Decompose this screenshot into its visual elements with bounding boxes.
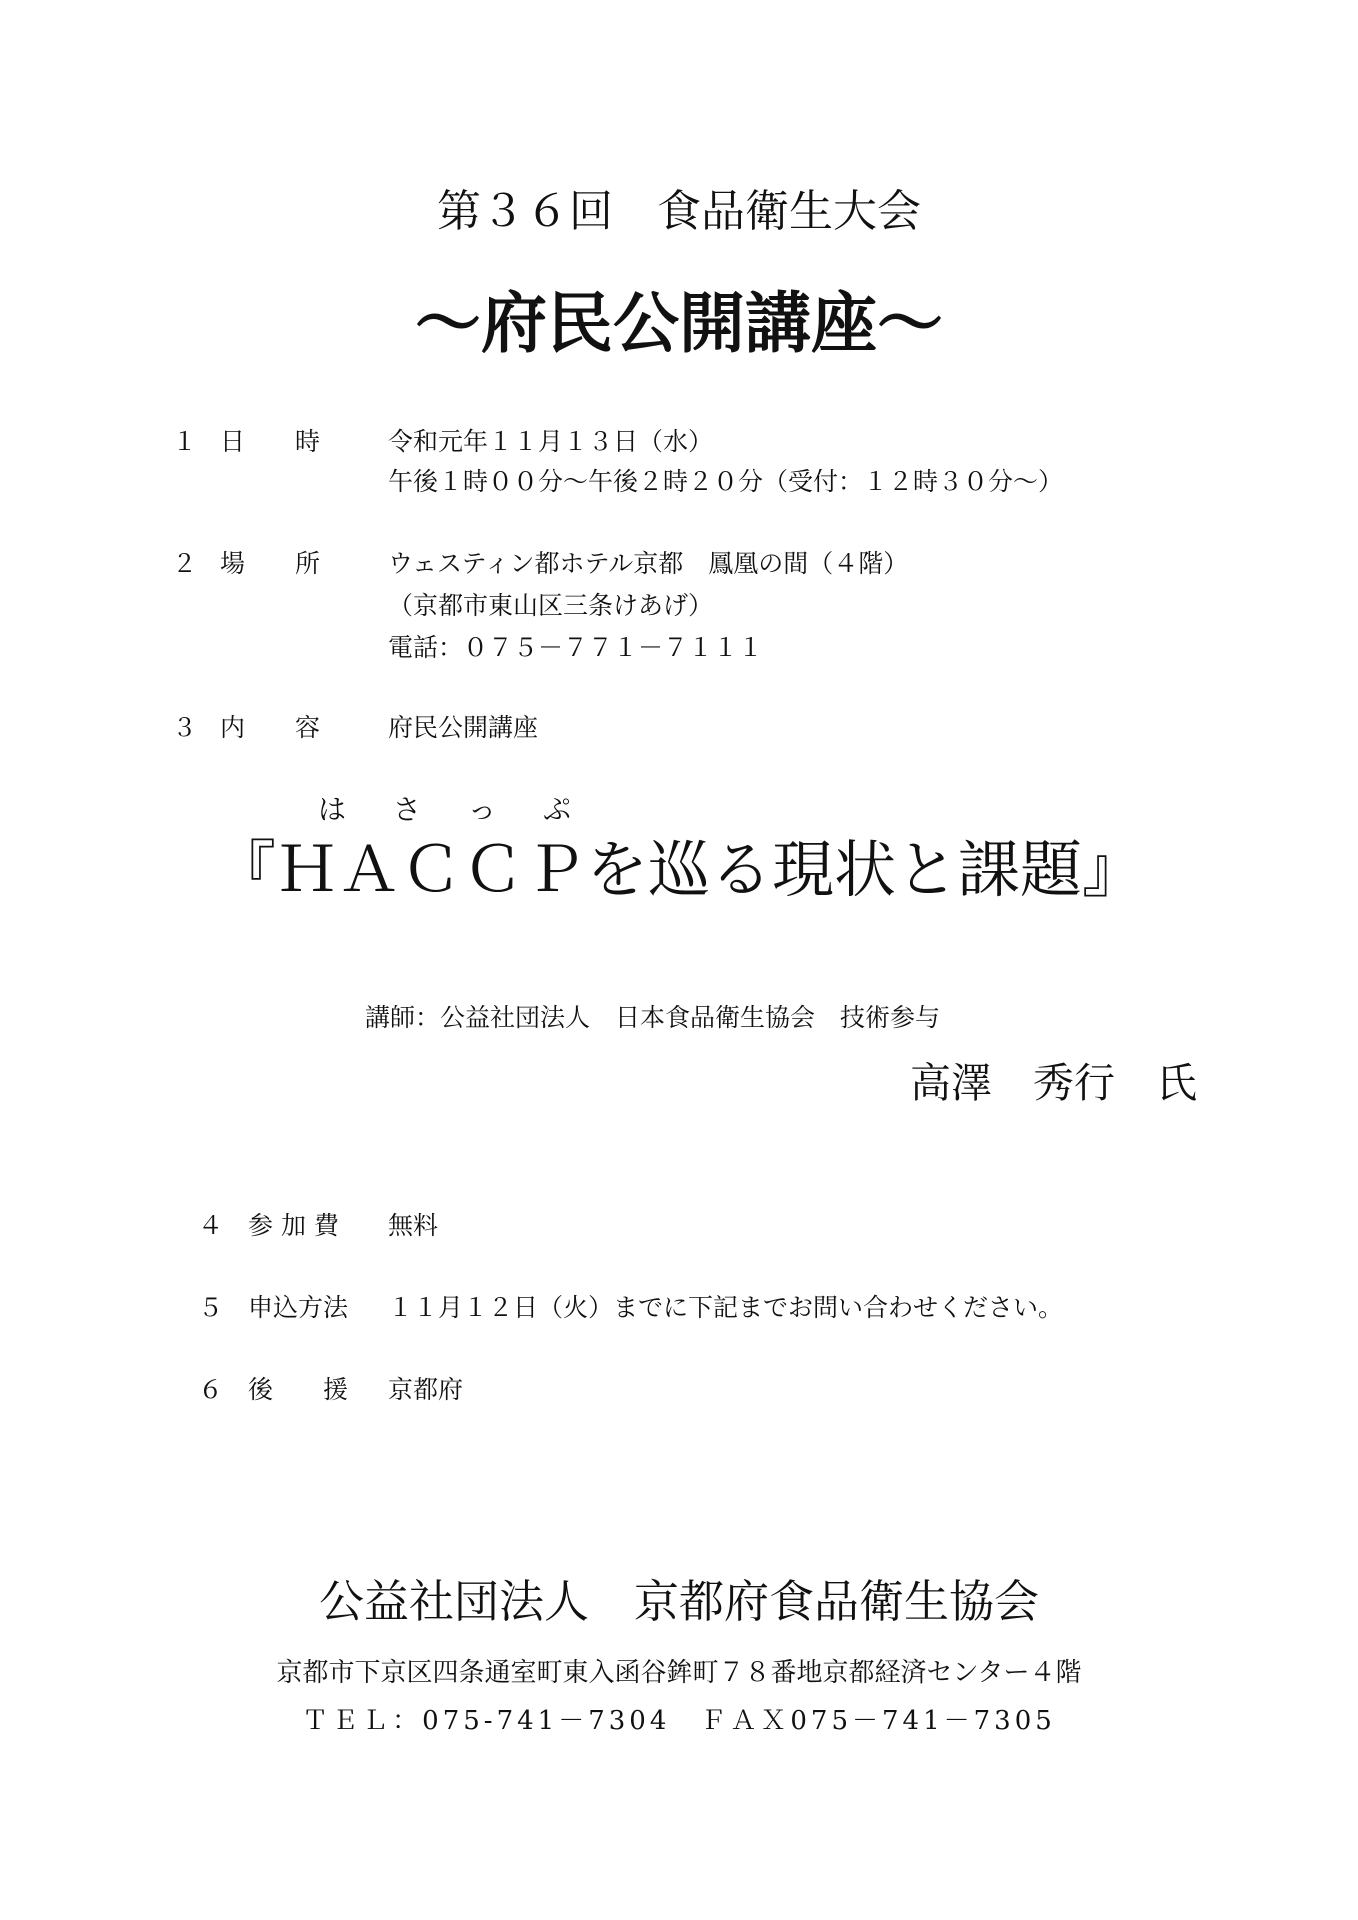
item-1-line-2: 午後１時００分～午後２時２０分（受付：１２時３０分～） <box>388 467 1064 496</box>
item-4-label: 参 加 費 <box>248 1211 339 1240</box>
item-1-number: １ <box>172 427 198 456</box>
item-1-line-1: 令和元年１１月１３日（水） <box>388 427 714 456</box>
item-2-number: ２ <box>172 549 198 578</box>
organizer-name: 公益社団法人 京都府食品衛生協会 <box>318 1575 1039 1628</box>
lecturer-affiliation: 講師：公益社団法人 日本食品衛生協会 技術参与 <box>365 1003 941 1032</box>
ruby-ha: は <box>318 793 347 826</box>
event-subtitle: ～府民公開講座～ <box>415 285 943 362</box>
lecturer-name: 高澤 秀行 氏 <box>910 1059 1197 1107</box>
ruby-tsu: っ <box>468 793 497 826</box>
item-6-text: 京都府 <box>388 1375 464 1404</box>
item-2-line-1: ウェスティン都ホテル京都 鳳凰の間（４階） <box>388 549 909 578</box>
item-6-label: 後 援 <box>248 1375 349 1404</box>
item-3-line-1: 府民公開講座 <box>388 713 539 742</box>
item-3-number: ３ <box>172 713 198 742</box>
organizer-contact: ＴＥＬ：075-741－7304 ＦＡＸ075－741－7305 <box>302 1706 1056 1736</box>
item-6-number: ６ <box>198 1375 224 1404</box>
item-4-text: 無料 <box>388 1211 439 1240</box>
item-5-number: ５ <box>198 1293 224 1322</box>
item-2-line-2: （京都市東山区三条けあげ） <box>388 591 714 620</box>
item-3-label: 内 容 <box>220 713 321 742</box>
item-5-text: １１月１２日（火）までに下記までお問い合わせください。 <box>388 1293 1064 1322</box>
item-5-label: 申込方法 <box>248 1293 349 1322</box>
event-title: 第３６回 食品衛生大会 <box>437 186 921 237</box>
item-1-label: 日 時 <box>220 427 321 456</box>
ruby-pu: ぷ <box>543 793 572 826</box>
organizer-address: 京都市下京区四条通室町東入函谷鉾町７８番地京都経済センター４階 <box>276 1658 1082 1688</box>
ruby-sa: さ <box>393 793 422 826</box>
item-4-number: ４ <box>198 1211 224 1240</box>
item-2-label: 場 所 <box>220 549 321 578</box>
item-2-line-3: 電話：０７５－７７１－７１１１ <box>388 633 764 662</box>
seminar-title: 『ＨＡＣＣＰを巡る現状と課題』 <box>213 833 1144 906</box>
